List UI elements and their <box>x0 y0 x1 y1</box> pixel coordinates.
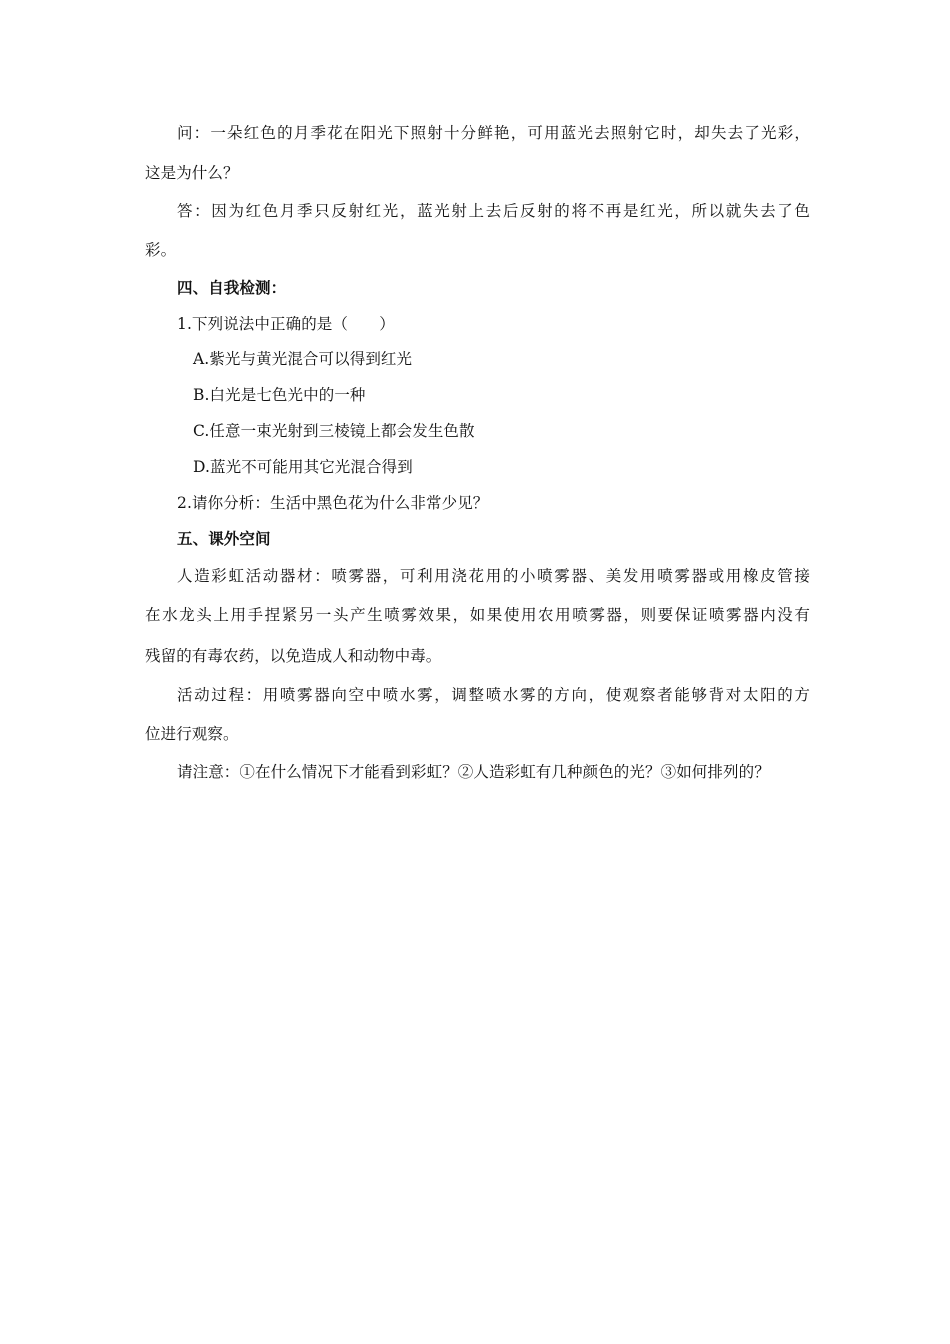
equipment-line-3: 残留的有毒农药，以免造成人和动物中毒。 <box>145 647 442 665</box>
question-line-1: 问：一朵红色的月季花在阳光下照射十分鲜艳，可用蓝光去照射它时，却失去了光彩， <box>177 124 810 142</box>
option-d: D.蓝光不可能用其它光混合得到 <box>193 458 413 476</box>
question-2: 2.请你分析：生活中黑色花为什么非常少见？ <box>177 494 489 512</box>
question-line-2: 这是为什么？ <box>145 164 239 182</box>
option-a: A.紫光与黄光混合可以得到红光 <box>193 350 413 368</box>
question-1: 1.下列说法中正确的是（ ） <box>177 315 395 333</box>
answer-line-2: 彩。 <box>145 241 177 259</box>
option-c: C.任意一束光射到三棱镜上都会发生色散 <box>193 422 475 440</box>
process-line-2: 位进行观察。 <box>145 725 239 743</box>
note-line: 请注意：①在什么情况下才能看到彩虹？②人造彩虹有几种颜色的光？③如何排列的？ <box>177 763 770 781</box>
process-line-1: 活动过程：用喷雾器向空中喷水雾，调整喷水雾的方向，使观察者能够背对太阳的方 <box>177 686 810 704</box>
answer-line-1: 答：因为红色月季只反射红光，蓝光射上去后反射的将不再是红光，所以就失去了色 <box>177 202 810 220</box>
section-5-heading: 五、课外空间 <box>177 530 271 548</box>
equipment-line-2: 在水龙头上用手捏紧另一头产生喷雾效果，如果使用农用喷雾器，则要保证喷雾器内没有 <box>145 606 810 624</box>
option-b: B.白光是七色光中的一种 <box>193 386 366 404</box>
section-4-heading: 四、自我检测： <box>177 279 287 297</box>
equipment-line-1: 人造彩虹活动器材：喷雾器，可利用浇花用的小喷雾器、美发用喷雾器或用橡皮管接 <box>177 567 810 585</box>
